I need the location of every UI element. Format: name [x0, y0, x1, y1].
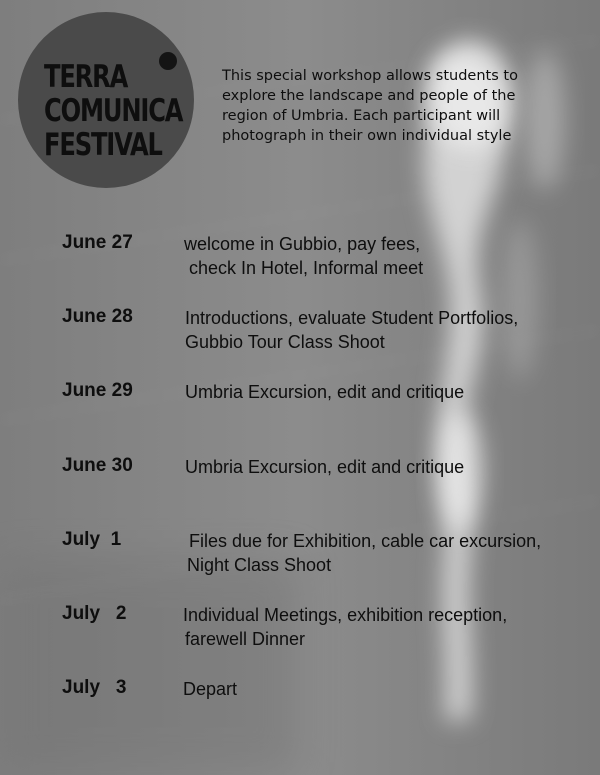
schedule-desc-5: [187, 529, 541, 577]
schedule-date-2: June 28: [62, 306, 133, 327]
schedule-desc-3-line-1: Umbria Excursion, edit and critique: [185, 382, 465, 402]
schedule-desc-3: [185, 380, 464, 404]
schedule-desc-1-line-2: check In Hotel, Informal meet: [184, 258, 424, 278]
schedule-desc-4-line-1: Umbria Excursion, edit and critique: [185, 457, 465, 477]
festival-logo: [18, 12, 194, 188]
schedule-date-7: July 3: [62, 677, 127, 698]
schedule-date-4: June 30: [62, 455, 133, 476]
logo-text-line-3: FESTIVAL: [44, 127, 162, 163]
schedule-desc-6: [183, 603, 507, 651]
schedule-date-5: July 1: [62, 529, 122, 550]
schedule-desc-7: [183, 677, 237, 701]
schedule-desc-6-line-1: Individual Meetings, exhibition reception,: [183, 605, 508, 625]
schedule-desc-2-line-2: Gubbio Tour Class Shoot: [185, 332, 385, 352]
logo-text-line-1: TERRA: [44, 59, 128, 95]
schedule-desc-7-line-1: Depart: [183, 679, 238, 699]
intro-paragraph: This special workshop allows students to explore the landscape and people of the region of Umbria. Each participant will photograph in their own individual style: [222, 68, 518, 144]
schedule-date-3: June 29: [62, 380, 133, 401]
logo-dot: [159, 52, 177, 70]
schedule-desc-1-line-1: welcome in Gubbio, pay fees,: [184, 234, 421, 254]
schedule-desc-6-line-2: farewell Dinner: [185, 629, 306, 649]
schedule-date-1: June 27: [62, 232, 133, 253]
schedule-desc-5-line-1: Files due for Exhibition, cable car excursion,: [189, 531, 542, 551]
schedule-desc-2: [185, 306, 518, 354]
logo-text-line-2: COMUNICA: [44, 93, 183, 129]
schedule-desc-4: [185, 455, 464, 479]
schedule-desc-1: [184, 232, 423, 280]
schedule-desc-5-line-2: Night Class Shoot: [187, 555, 332, 575]
schedule-desc-2-line-1: Introductions, evaluate Student Portfolios,: [185, 308, 519, 328]
schedule-date-6: July 2: [62, 603, 127, 624]
